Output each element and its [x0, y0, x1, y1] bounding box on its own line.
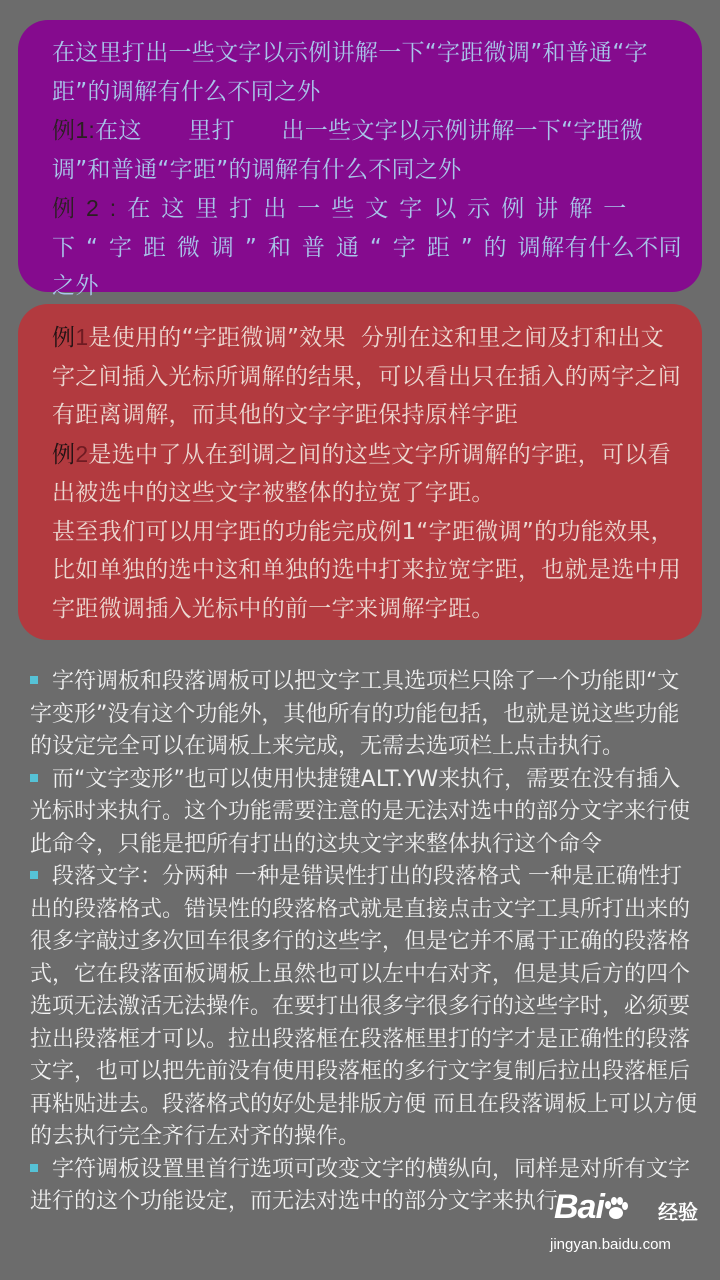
- example-1-line: [52, 111, 686, 189]
- bullet-icon: [30, 871, 38, 879]
- bullet-icon: [30, 676, 38, 684]
- paw-icon: [603, 1196, 629, 1222]
- bullet-icon: [30, 1164, 38, 1172]
- paragraph-4-text: 字符调板设置里首行选项可改变文字的横纵向，同样是对所有文字进行的这个功能设定，而无法对选中的部分文字来执行: [30, 1156, 691, 1214]
- example-1-number: 1:: [75, 117, 96, 143]
- paragraph-1-text: 字符调板和段落调板可以把文字工具选项栏只除了一个功能即“文字变形”没有这个功能外，其他所有的功能包括，也就是说这些功能的设定完全可以在调板上来完成，无需去选项栏上点击执行。: [30, 669, 680, 759]
- paragraph-2-text: 而“文字变形”也可以使用快捷键ALT.YW来执行，需要在没有插入光标时来执行。这个功能需要注意的是无法对选中的部分文字来行使此命令，只能是把所有打出的这块文字来整体执行这个命令: [30, 766, 691, 857]
- paragraph-3-text: 段落文字：分两种 一种是错误性打出的段落格式 一种是正确性打出的段落格式。错误性的段落格式就是直接点击文字工具所打出来的很多字敲过多次回车很多行的这些字，但是它并不属于正确的段落格式，它在段落面板调板上虽然也可以左中右对齐，但是其后方的四个选项无法激活无法操作。在要打出很多字很多行的这些字时，必须要拉出段落框才可以。拉出段落框在段落框里打的字才是正确性的段落文字，也可以把先前没有使用段落框的多行文字复制后拉出段落框后再粘贴进去。段落格式的好处是排版方便 而且在段落调板上可以方便的去执行完全齐行左对齐的操作。: [30, 864, 697, 1149]
- explanation-1-text: 是使用的“字距微调”效果 分别在这和里之间及打和出文字之间插入光标所调解的结果，可以看出只在插入的两字之间有距离调解，而其他的文字字距保持原样字距: [52, 325, 682, 428]
- paragraph-3: [30, 861, 700, 1154]
- explanation-1: [52, 318, 686, 435]
- explanation-2-label: 例: [52, 441, 76, 468]
- example-1-text: 在这 里打 出一些文字以示例讲解一下“字距微调”和普通“字距”的调解有什么不同之外: [52, 118, 644, 183]
- explanation-1-label: 例: [52, 325, 76, 351]
- example-2-tail: 调解有什么不同之外: [52, 234, 683, 299]
- example-1-label: 例: [52, 118, 76, 144]
- paragraph-2: [30, 764, 700, 862]
- example-2-number: 2:: [86, 195, 128, 221]
- explanation-2: [52, 435, 686, 513]
- example-box-purple: [18, 20, 702, 299]
- bullet-icon: [30, 774, 38, 782]
- paragraph-1: [30, 666, 700, 764]
- explanation-box-red: [18, 304, 702, 640]
- explanation-3: 甚至我们可以用字距的功能完成例1“字距微调”的功能效果，比如单独的选中这和单独的选中打来拉宽字距，也就是选中用字距微调插入光标中的前一字来调解字距。: [52, 518, 682, 622]
- intro-line: 在这里打出一些文字以示例讲解一下“字距微调”和普通“字距”的调解有什么不同之外: [52, 40, 648, 105]
- example-2-line: [52, 189, 686, 306]
- explanation-1-number: 1: [75, 324, 89, 350]
- explanation-2-text: 是选中了从在到调之间的这些文字所调解的字距，可以看出被选中的这些文字被整体的拉宽了字距。: [52, 441, 671, 506]
- baidu-logo: Bai: [554, 1188, 604, 1226]
- example-2-text: 在这里打出一些文字以示例讲解一下“字距微调”和普通“字距”的: [52, 196, 638, 261]
- jingyan-label: 经验: [658, 1200, 698, 1224]
- baidu-jingyan-watermark: [548, 1188, 708, 1268]
- watermark-url: jingyan.baidu.com: [550, 1236, 671, 1253]
- explanation-2-number: 2: [75, 440, 89, 467]
- example-2-label: 例: [52, 196, 86, 222]
- body-text: [30, 666, 700, 1219]
